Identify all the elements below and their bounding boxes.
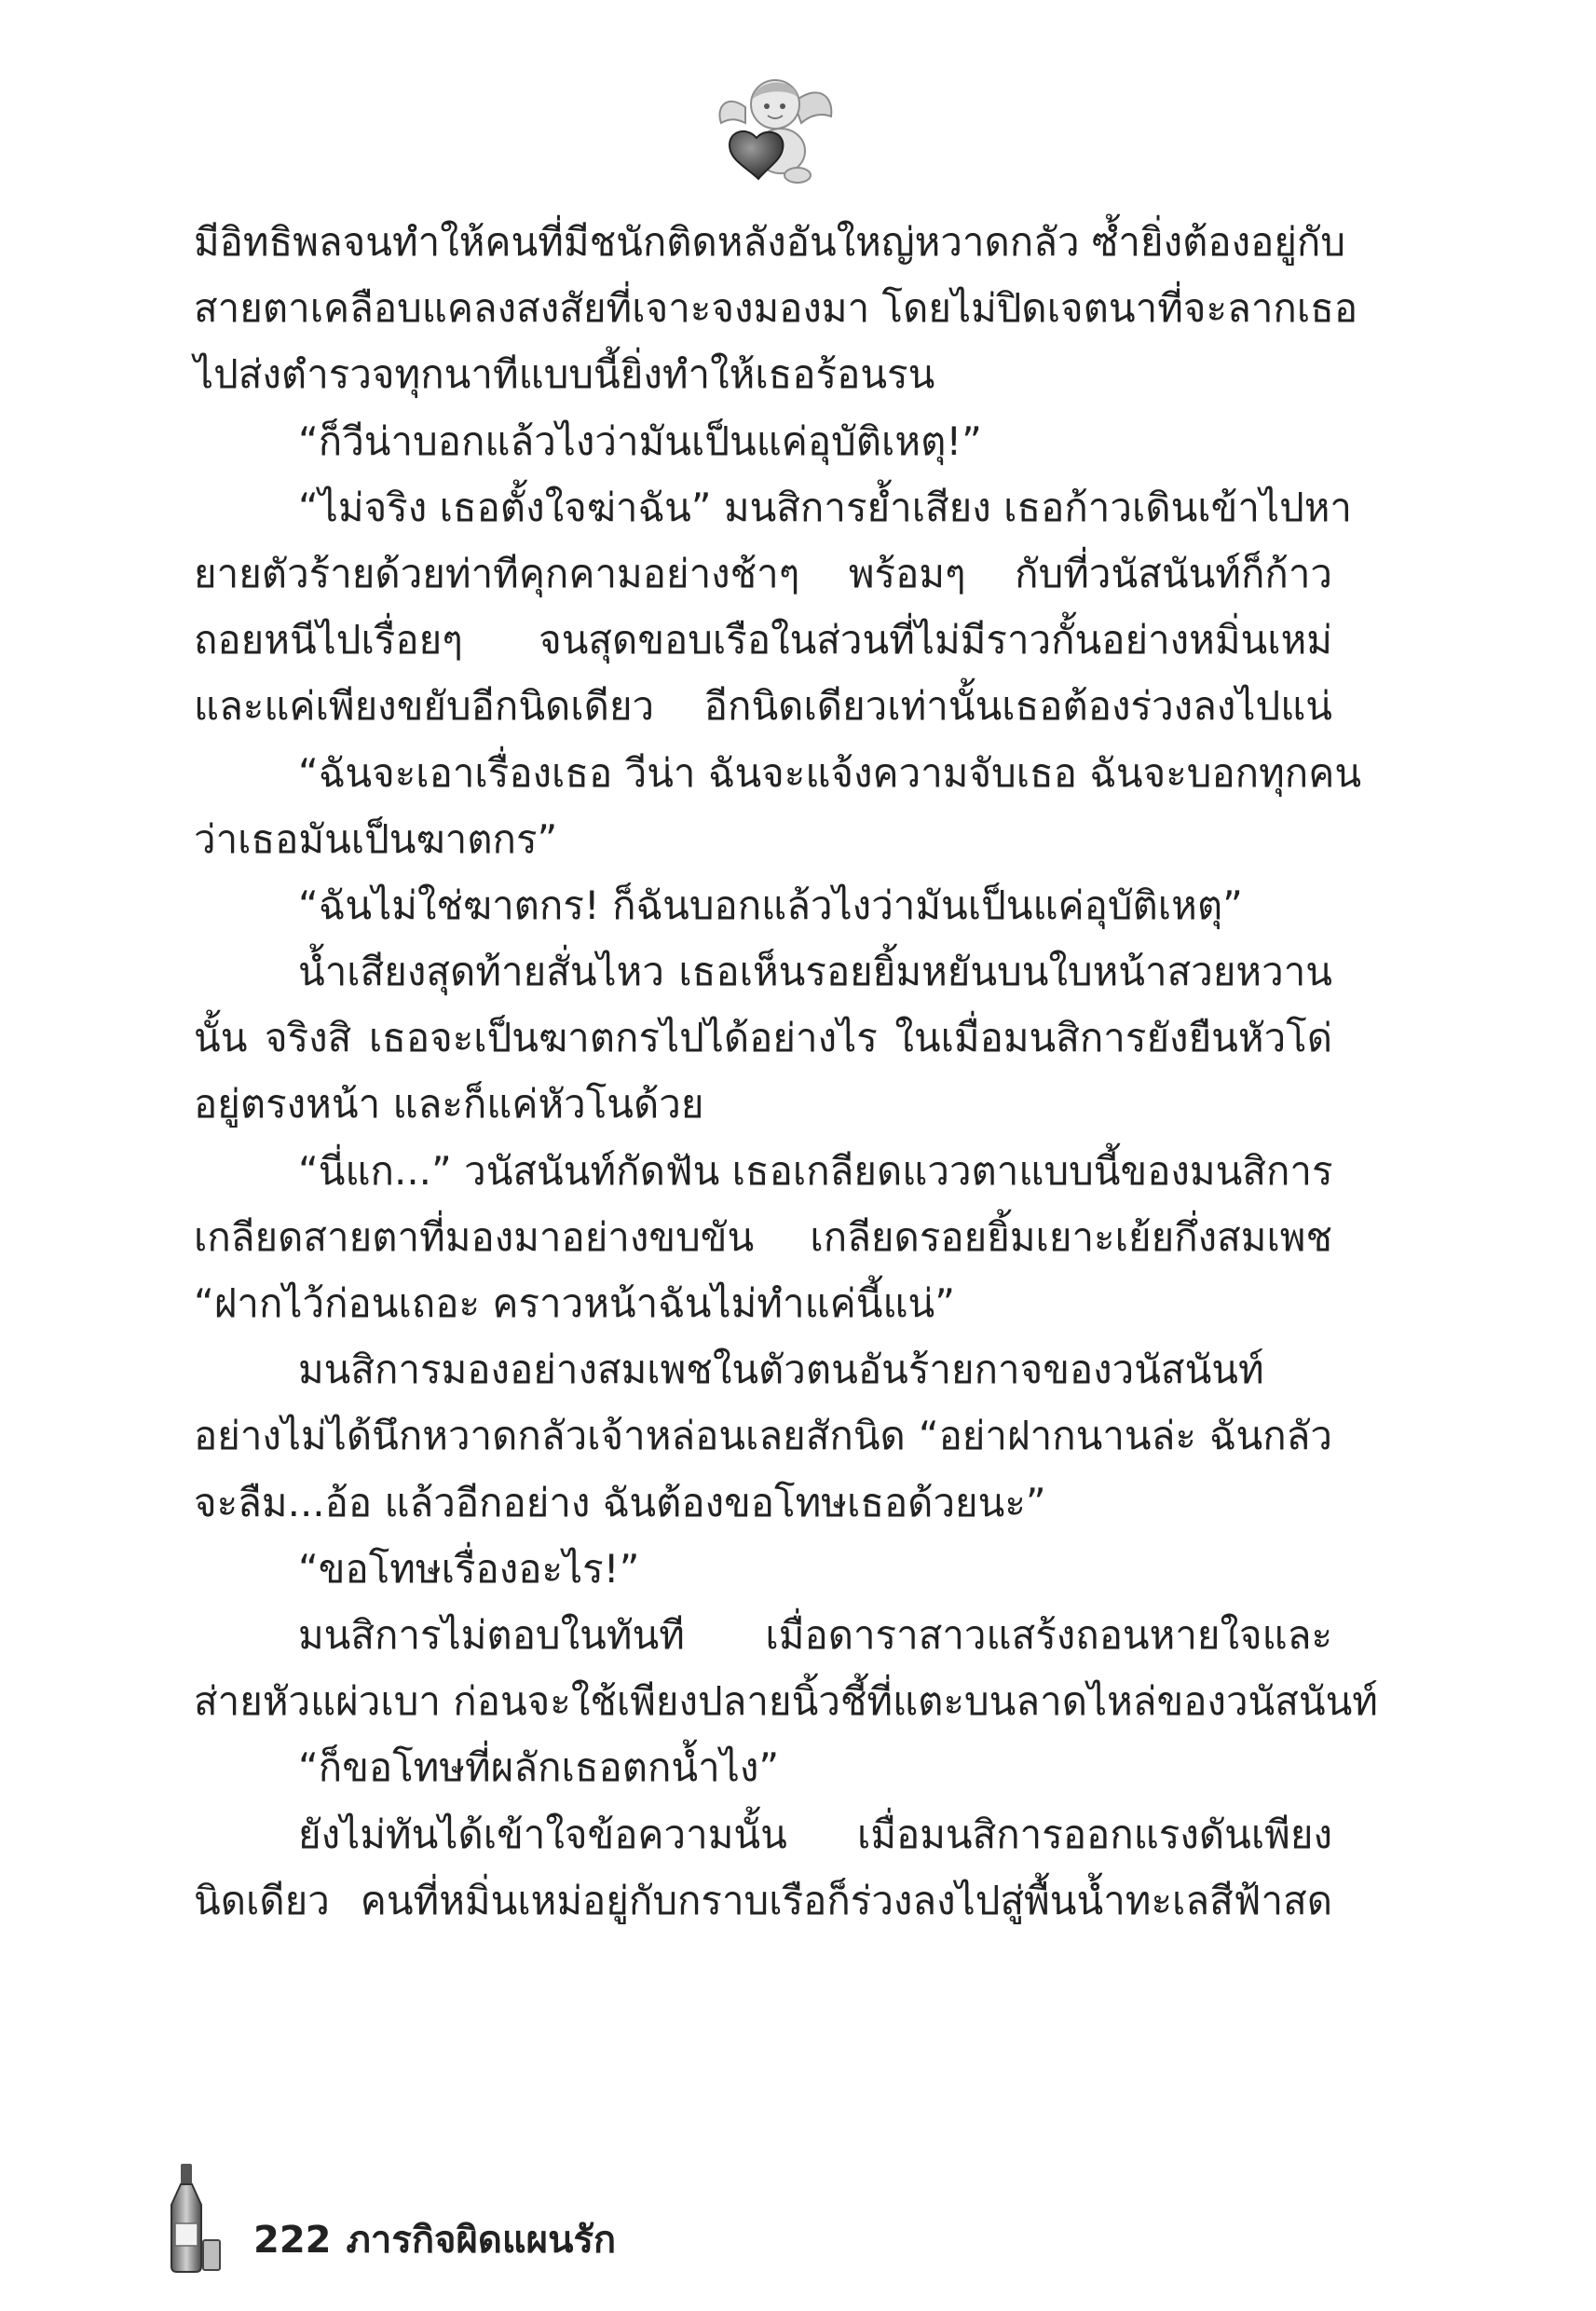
text-line: อย่างไม่ได้นึกหวาดกลัวเจ้าหล่อนเลยสักนิด “อย่าฝากนานล่ะ ฉันกลัว bbox=[194, 1413, 1332, 1459]
text-line: มีอิทธิพลจนทำให้คนที่มีชนักติดหลังอันใหญ่หวาดกลัว ซ้ำยิ่งต้องอยู่กับ bbox=[194, 219, 1346, 265]
text-line: ไปส่งตำรวจทุกนาทีแบบนี้ยิ่งทำให้เธอร้อนรน bbox=[194, 351, 935, 398]
text-line: สายตาเคลือบแคลงสงสัยที่เจาะจงมองมา โดยไม่ปิดเจตนาที่จะลากเธอ bbox=[194, 285, 1358, 332]
text-line: มนสิการมองอย่างสมเพชในตัวตนอันร้ายกาจของวนัสนันท์ bbox=[298, 1347, 1264, 1393]
text-line: ส่ายหัวแผ่วเบา ก่อนจะใช้เพียงปลายนิ้วชี้ที่แตะบนลาดไหล่ของวนัสนันท์ bbox=[194, 1678, 1378, 1725]
dialogue-line: “ฝากไว้ก่อนเถอะ คราวหน้าฉันไม่ทำแค่นี้แน่” bbox=[194, 1280, 955, 1326]
text-line: ยังไม่ทันได้เข้าใจข้อความนั้น เมื่อมนสิการออกแรงดันเพียง bbox=[298, 1811, 1332, 1857]
dialogue-line: “ขอโทษเรื่องอะไร!” bbox=[298, 1545, 640, 1592]
text-line: นั้น จริงสิ เธอจะเป็นฆาตกรไปได้อย่างไร ในเมื่อมนสิการยังยืนหัวโด่ bbox=[194, 1015, 1332, 1061]
text-line: ยายตัวร้ายด้วยท่าทีคุกคามอย่างช้าๆ พร้อมๆ กับที่วนัสนันท์ก็ก้าว bbox=[194, 550, 1332, 596]
dialogue-line: “ฉันจะเอาเรื่องเธอ วีน่า ฉันจะแจ้งความจับเธอ ฉันจะบอกทุกคน bbox=[298, 749, 1362, 796]
text-line: และแค่เพียงขยับอีกนิดเดียว อีกนิดเดียวเท่านั้นเธอต้องร่วงลงไปแน่ bbox=[194, 683, 1332, 730]
body-text bbox=[194, 209, 1378, 1934]
page-number: 222 bbox=[253, 2219, 332, 2262]
text-line: ว่าเธอมันเป็นฆาตกร” bbox=[194, 815, 558, 862]
dialogue-line: “ก็วีน่าบอกแล้วไงว่ามันเป็นแค่อุบัติเหตุ!” bbox=[298, 417, 982, 464]
text-line: นิดเดียว คนที่หมิ่นเหม่อยู่กับกราบเรือก็ร่วงลงไปสู่พื้นน้ำทะเลสีฟ้าสด bbox=[194, 1877, 1332, 1923]
text-line: ถอยหนีไปเรื่อยๆ จนสุดขอบเรือในส่วนที่ไม่มีราวกั้นอย่างหมิ่นเหม่ bbox=[194, 617, 1332, 663]
dialogue-line: “ก็ขอโทษที่ผลักเธอตกน้ำไง” bbox=[298, 1744, 780, 1791]
dialogue-line: “นี่แก...” วนัสนันท์กัดฟัน เธอเกลียดแววตาแบบนี้ของมนสิการ bbox=[298, 1147, 1333, 1194]
page-footer bbox=[168, 2162, 727, 2274]
book-title: ภารกิจผิดแผนรัก bbox=[346, 2219, 617, 2262]
text-line: อยู่ตรงหน้า และก็แค่หัวโนด้วย bbox=[194, 1081, 704, 1128]
dialogue-line: “ไม่จริง เธอตั้งใจฆ่าฉัน” มนสิการย้ำเสียง เธอก้าวเดินเข้าไปหา bbox=[298, 484, 1353, 530]
dialogue-line: “ฉันไม่ใช่ฆาตกร! ก็ฉันบอกแล้วไงว่ามันเป็นแค่อุบัติเหตุ” bbox=[298, 882, 1243, 928]
text-line: จะลืม...อ้อ แล้วอีกอย่าง ฉันต้องขอโทษเธอด้วยนะ” bbox=[194, 1479, 1046, 1525]
text-line: มนสิการไม่ตอบในทันที เมื่อดาราสาวแสร้งถอนหายใจและ bbox=[298, 1611, 1332, 1658]
text-line: เกลียดสายตาที่มองมาอย่างขบขัน เกลียดรอยยิ้มเยาะเย้ยกึ่งสมเพช bbox=[194, 1213, 1332, 1260]
folio bbox=[253, 2214, 631, 2266]
bottle-icon bbox=[168, 2162, 224, 2274]
cupid-heart-icon bbox=[708, 65, 839, 191]
text-line: น้ำเสียงสุดท้ายสั่นไหว เธอเห็นรอยยิ้มหยันบนใบหน้าสวยหวาน bbox=[298, 949, 1332, 995]
